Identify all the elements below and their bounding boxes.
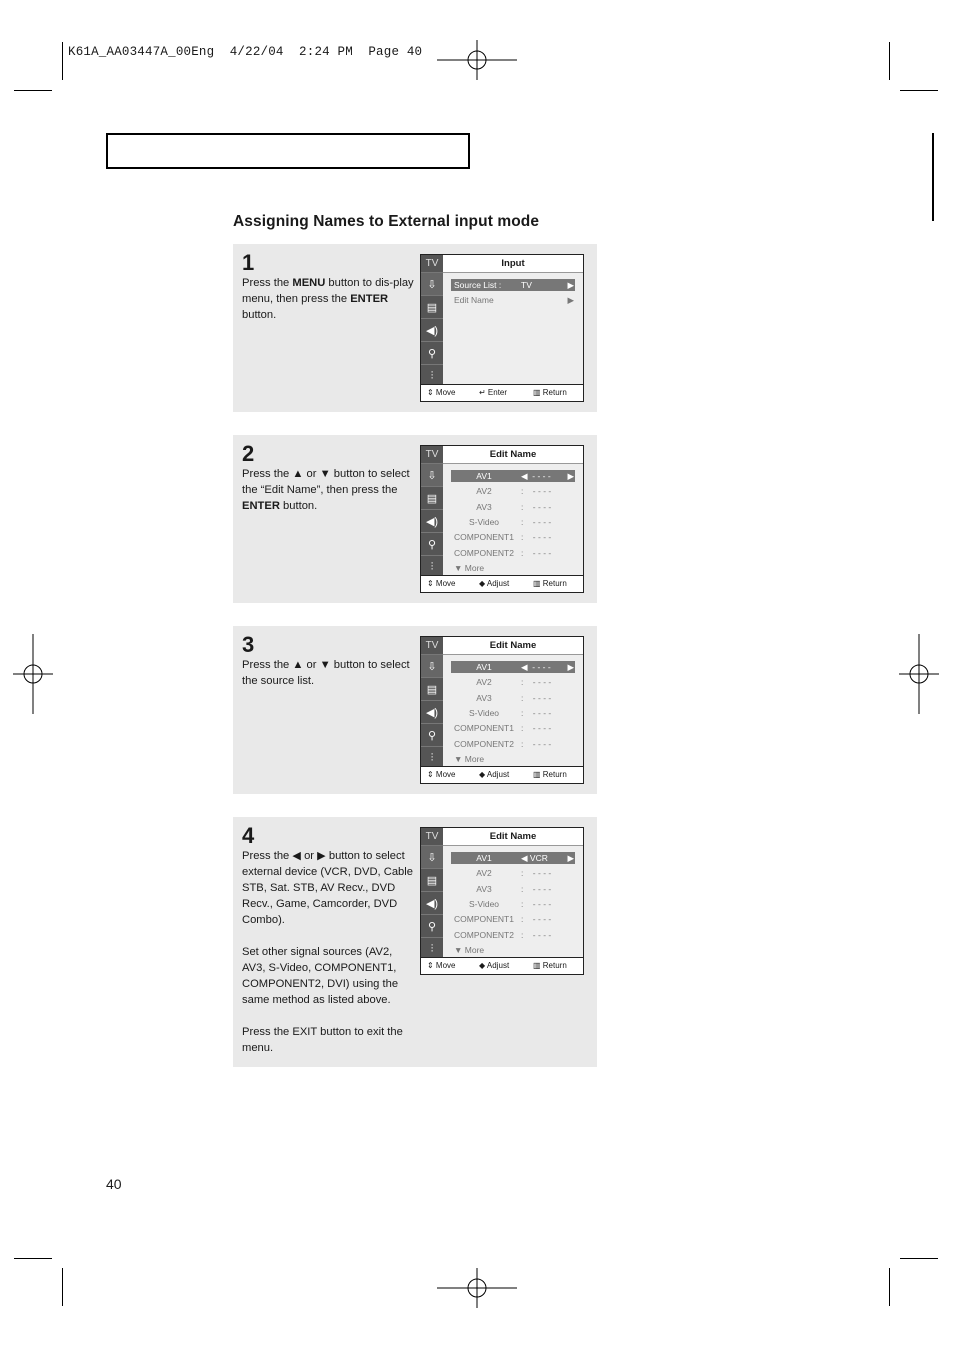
osd-menu-item bbox=[451, 676, 575, 688]
osd-sidebar bbox=[421, 637, 443, 768]
osd-menu-item bbox=[451, 279, 575, 291]
osd-item-label: AV2 bbox=[476, 677, 492, 688]
osd-item-label: AV1 bbox=[476, 662, 492, 672]
osd-item-value: : - - - - bbox=[521, 914, 552, 925]
osd-header: Edit Name bbox=[443, 637, 583, 655]
osd-item-label: AV3 bbox=[476, 692, 492, 703]
osd-right-arrow-icon: ▶ bbox=[567, 662, 574, 672]
step-number: 1 bbox=[242, 250, 255, 275]
step-instructions: Press the ▲ or ▼ button to select the source list. bbox=[242, 659, 410, 687]
osd-menu-item bbox=[451, 753, 575, 765]
osd-item-label: COMPONENT2 bbox=[454, 738, 514, 749]
step-instructions: Press the ◀ or ▶ button to select external device (VCR, DVD, Cable STB, Sat. STB, AV Recv., DVD Recv., Game, Camcorder, DVD Combo). Set other signal sources (AV2, AV3, S-Video, COMPONENT1, COMPONENT2, DVI) using the same method as listed above. Press the EXIT button to exit the menu. bbox=[242, 850, 413, 1054]
osd-tv-label: TV bbox=[421, 828, 443, 846]
channel-icon: ⚲ bbox=[421, 533, 443, 556]
osd-menu-list bbox=[443, 846, 583, 959]
osd-item-value: : - - - - bbox=[521, 516, 552, 527]
osd-menu-item bbox=[451, 944, 575, 956]
osd-right-arrow-icon: ▶ bbox=[567, 295, 574, 306]
osd-item-value: : - - - - bbox=[521, 501, 552, 512]
osd-item-value: : - - - - bbox=[521, 898, 552, 909]
input-icon: ⇩ bbox=[421, 464, 443, 487]
osd-menu-item bbox=[451, 470, 575, 482]
osd-item-label: Source List : bbox=[454, 280, 502, 290]
osd-menu-item bbox=[451, 898, 575, 910]
input-icon: ⇩ bbox=[421, 655, 443, 678]
osd-menu-item bbox=[451, 562, 575, 574]
setup-icon: ⫶ bbox=[421, 365, 443, 388]
channel-icon: ⚲ bbox=[421, 724, 443, 747]
osd-footer-move: ⇕ Move bbox=[427, 961, 456, 970]
channel-icon: ⚲ bbox=[421, 342, 443, 365]
osd-footer-adjust: ◆ Adjust bbox=[479, 579, 510, 588]
step-panel-3 bbox=[233, 626, 597, 794]
osd-item-value: : - - - - bbox=[521, 532, 552, 543]
osd-item-value: : - - - - bbox=[521, 883, 552, 894]
picture-icon: ▤ bbox=[421, 678, 443, 701]
osd-item-label: AV1 bbox=[476, 853, 492, 863]
osd-footer bbox=[421, 384, 583, 401]
osd-menu-screen bbox=[420, 254, 584, 402]
osd-item-label: AV1 bbox=[476, 471, 492, 481]
osd-footer-return: ▥ Return bbox=[533, 770, 567, 779]
setup-icon: ⫶ bbox=[421, 747, 443, 770]
section-title: Assigning Names to External input mode bbox=[233, 213, 540, 230]
osd-menu-screen bbox=[420, 827, 584, 975]
osd-footer-move: ⇕ Move bbox=[427, 579, 456, 588]
osd-item-value: : - - - - bbox=[521, 547, 552, 558]
osd-item-label: S-Video bbox=[468, 707, 500, 718]
sound-icon: ◀) bbox=[421, 510, 443, 533]
osd-item-value: : - - - - bbox=[521, 929, 552, 940]
step-instructions: Press the MENU button to dis-play menu, then press the ENTER button. bbox=[242, 277, 414, 321]
osd-menu-item bbox=[451, 516, 575, 528]
picture-icon: ▤ bbox=[421, 296, 443, 319]
osd-footer-move: ⇕ Move bbox=[427, 770, 456, 779]
setup-icon: ⫶ bbox=[421, 938, 443, 961]
osd-menu-item bbox=[451, 707, 575, 719]
registration-mark-bottom bbox=[437, 1268, 517, 1308]
osd-menu-item bbox=[451, 738, 575, 750]
osd-menu-list bbox=[443, 655, 583, 768]
osd-item-label: COMPONENT2 bbox=[454, 929, 514, 940]
osd-menu-item bbox=[451, 692, 575, 704]
osd-item-label: AV2 bbox=[476, 868, 492, 879]
osd-header: Input bbox=[443, 255, 583, 273]
registration-mark-left bbox=[13, 634, 53, 714]
osd-footer-enter: ↵ Enter bbox=[479, 388, 508, 397]
osd-tv-label: TV bbox=[421, 255, 443, 273]
chapter-title-box bbox=[106, 133, 470, 169]
osd-menu-item bbox=[451, 722, 575, 734]
osd-footer-return: ▥ Return bbox=[533, 579, 567, 588]
osd-item-label: COMPONENT2 bbox=[454, 547, 514, 558]
print-slug: K61A_AA03447A_00Eng 4/22/04 2:24 PM Page 40 bbox=[68, 45, 423, 59]
step-panel-2 bbox=[233, 435, 597, 603]
osd-item-label: AV3 bbox=[476, 501, 492, 512]
step-number: 4 bbox=[242, 823, 255, 848]
osd-menu-screen bbox=[420, 445, 584, 593]
side-tab-bar bbox=[932, 133, 934, 221]
osd-menu-item bbox=[451, 485, 575, 497]
step-number: 2 bbox=[242, 441, 255, 466]
osd-tv-label: TV bbox=[421, 637, 443, 655]
osd-item-label: ▼ More bbox=[454, 944, 485, 955]
osd-item-label: COMPONENT1 bbox=[454, 723, 514, 734]
osd-menu-item bbox=[451, 501, 575, 513]
osd-item-label: Edit Name bbox=[454, 295, 494, 306]
osd-item-label: COMPONENT1 bbox=[454, 914, 514, 925]
osd-footer-return: ▥ Return bbox=[533, 388, 567, 397]
registration-mark-right bbox=[899, 634, 939, 714]
osd-footer bbox=[421, 957, 583, 974]
step-panel-1 bbox=[233, 244, 597, 412]
osd-item-label: ▼ More bbox=[454, 562, 485, 573]
osd-item-value: : - - - - bbox=[521, 677, 552, 688]
osd-menu-item bbox=[451, 913, 575, 925]
osd-menu-item bbox=[451, 929, 575, 941]
osd-item-value: TV bbox=[521, 280, 532, 290]
osd-item-label: ▼ More bbox=[454, 753, 485, 764]
osd-header: Edit Name bbox=[443, 828, 583, 846]
channel-icon: ⚲ bbox=[421, 915, 443, 938]
osd-footer-adjust: ◆ Adjust bbox=[479, 770, 510, 779]
osd-menu-item bbox=[451, 867, 575, 879]
osd-sidebar bbox=[421, 828, 443, 959]
osd-item-label: AV2 bbox=[476, 486, 492, 497]
osd-right-arrow-icon: ▶ bbox=[567, 280, 574, 290]
osd-menu-list bbox=[443, 273, 583, 386]
setup-icon: ⫶ bbox=[421, 556, 443, 579]
input-icon: ⇩ bbox=[421, 846, 443, 869]
osd-item-value: : - - - - bbox=[521, 738, 552, 749]
osd-menu-item bbox=[451, 883, 575, 895]
osd-footer-adjust: ◆ Adjust bbox=[479, 961, 510, 970]
sound-icon: ◀) bbox=[421, 892, 443, 915]
picture-icon: ▤ bbox=[421, 869, 443, 892]
osd-item-value: ◀ - - - - bbox=[521, 662, 551, 672]
input-icon: ⇩ bbox=[421, 273, 443, 296]
osd-item-value: ◀ VCR bbox=[521, 853, 548, 863]
step-instructions: Press the ▲ or ▼ button to select the “Edit Name”, then press the ENTER button. bbox=[242, 468, 410, 512]
osd-footer-return: ▥ Return bbox=[533, 961, 567, 970]
osd-menu-item bbox=[451, 852, 575, 864]
osd-item-value: : - - - - bbox=[521, 868, 552, 879]
step-panel-4 bbox=[233, 817, 597, 1067]
osd-menu-screen bbox=[420, 636, 584, 784]
osd-footer-move: ⇕ Move bbox=[427, 388, 456, 397]
osd-item-value: : - - - - bbox=[521, 707, 552, 718]
osd-item-value: : - - - - bbox=[521, 723, 552, 734]
osd-item-value: : - - - - bbox=[521, 692, 552, 703]
step-number: 3 bbox=[242, 632, 255, 657]
picture-icon: ▤ bbox=[421, 487, 443, 510]
osd-sidebar bbox=[421, 446, 443, 577]
registration-mark-top bbox=[437, 40, 517, 80]
sound-icon: ◀) bbox=[421, 319, 443, 342]
osd-menu-list bbox=[443, 464, 583, 577]
osd-menu-item bbox=[451, 547, 575, 559]
osd-menu-item bbox=[451, 531, 575, 543]
osd-item-label: S-Video bbox=[468, 516, 500, 527]
osd-header: Edit Name bbox=[443, 446, 583, 464]
osd-right-arrow-icon: ▶ bbox=[567, 471, 574, 481]
osd-sidebar bbox=[421, 255, 443, 386]
page-number: 40 bbox=[106, 1176, 122, 1192]
osd-right-arrow-icon: ▶ bbox=[567, 853, 574, 863]
osd-footer bbox=[421, 766, 583, 783]
osd-tv-label: TV bbox=[421, 446, 443, 464]
osd-menu-item bbox=[451, 661, 575, 673]
osd-item-label: COMPONENT1 bbox=[454, 532, 514, 543]
osd-footer bbox=[421, 575, 583, 592]
sound-icon: ◀) bbox=[421, 701, 443, 724]
osd-item-value: ◀ - - - - bbox=[521, 471, 551, 481]
osd-menu-item bbox=[451, 294, 575, 306]
osd-item-label: AV3 bbox=[476, 883, 492, 894]
osd-item-value: : - - - - bbox=[521, 486, 552, 497]
osd-item-label: S-Video bbox=[468, 898, 500, 909]
